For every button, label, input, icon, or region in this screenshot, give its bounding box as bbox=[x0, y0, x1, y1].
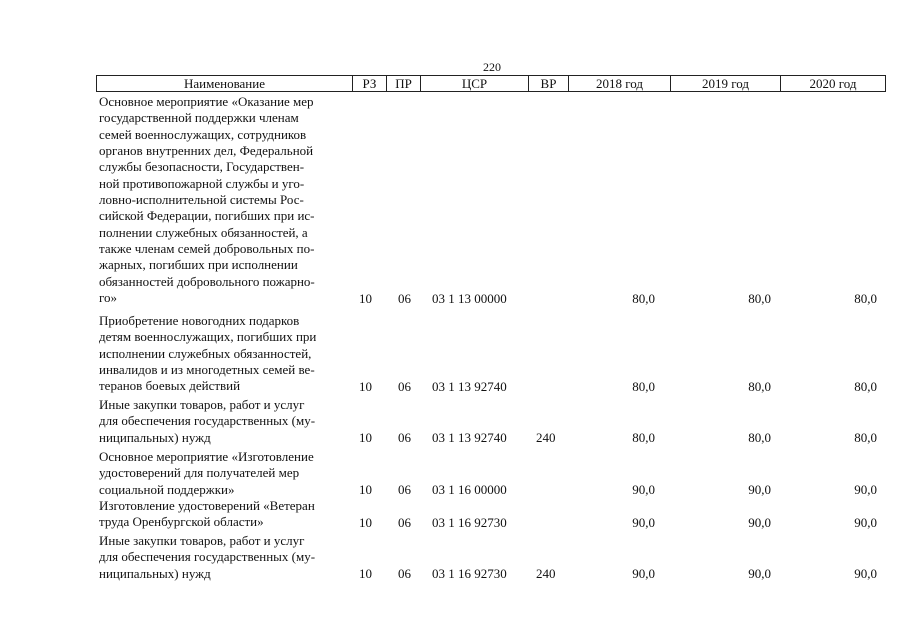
table-row bbox=[96, 397, 886, 446]
row-rz: 10 bbox=[359, 290, 372, 306]
row-2020: 90,0 bbox=[854, 514, 877, 530]
table-header bbox=[96, 75, 886, 92]
row-2020: 90,0 bbox=[854, 481, 877, 497]
header-csr: ЦСР bbox=[421, 76, 529, 91]
row-2018: 90,0 bbox=[632, 514, 655, 530]
row-rz: 10 bbox=[359, 565, 372, 581]
row-name: Иные закупки товаров, работ и услуг для обеспечения государственных (му- ниципальных) нужд bbox=[99, 533, 316, 581]
row-name: Изготовление удостоверений «Ветеран труда Оренбургской области» bbox=[99, 498, 315, 530]
row-vr: 240 bbox=[536, 429, 556, 445]
header-rz: РЗ bbox=[353, 76, 387, 91]
row-pr: 06 bbox=[398, 481, 411, 497]
row-csr: 03 1 13 92740 bbox=[432, 429, 507, 445]
row-2019: 90,0 bbox=[748, 514, 771, 530]
row-2020: 80,0 bbox=[854, 378, 877, 394]
row-2020: 80,0 bbox=[854, 429, 877, 445]
row-csr: 03 1 13 00000 bbox=[432, 290, 507, 306]
row-name: Основное мероприятие «Оказание мер государственной поддержки членам семей военнослужащих, сотрудников органов внутренних дел, Федеральной службы безопасности, Государствен- ной противопожарной службы и уго- ловно-исполнительной системы Рос- сийской Федерации, погибших при ис- полнении служебных обязанностей, а также членам семей добровольных по- жарных, погибших при исполнении обязанностей добровольного пожарно- го» bbox=[99, 94, 315, 306]
row-2019: 80,0 bbox=[748, 378, 771, 394]
row-name: Приобретение новогодних подарков детям военнослужащих, погибших при исполнении служебных обязанностей, инвалидов и из многодетных семей ве- теранов боевых действий bbox=[99, 313, 317, 394]
header-pr: ПР bbox=[387, 76, 421, 91]
row-2019: 80,0 bbox=[748, 429, 771, 445]
row-rz: 10 bbox=[359, 481, 372, 497]
table-row bbox=[96, 313, 886, 395]
header-2020: 2020 год bbox=[809, 76, 857, 91]
row-2018: 90,0 bbox=[632, 481, 655, 497]
row-2019: 80,0 bbox=[748, 290, 771, 306]
row-name: Основное мероприятие «Изготовление удостоверений для получателей мер социальной поддержки» bbox=[99, 449, 314, 497]
row-pr: 06 bbox=[398, 290, 411, 306]
row-name: Иные закупки товаров, работ и услуг для обеспечения государственных (му- ниципальных) нужд bbox=[99, 397, 316, 445]
page-number: 220 bbox=[483, 60, 501, 74]
row-2018: 80,0 bbox=[632, 378, 655, 394]
row-2020: 80,0 bbox=[854, 290, 877, 306]
row-csr: 03 1 16 92730 bbox=[432, 565, 507, 581]
row-csr: 03 1 13 92740 bbox=[432, 378, 507, 394]
header-name: Наименование bbox=[97, 76, 353, 91]
table-row bbox=[96, 533, 886, 582]
row-pr: 06 bbox=[398, 565, 411, 581]
row-2018: 90,0 bbox=[632, 565, 655, 581]
row-2020: 90,0 bbox=[854, 565, 877, 581]
header-vr: ВР bbox=[529, 76, 569, 91]
row-csr: 03 1 16 00000 bbox=[432, 481, 507, 497]
header-2019: 2019 год bbox=[671, 76, 781, 91]
row-2018: 80,0 bbox=[632, 290, 655, 306]
row-rz: 10 bbox=[359, 378, 372, 394]
table-row bbox=[96, 449, 886, 498]
row-pr: 06 bbox=[398, 378, 411, 394]
header-2018: 2018 год bbox=[569, 76, 671, 91]
row-pr: 06 bbox=[398, 514, 411, 530]
row-pr: 06 bbox=[398, 429, 411, 445]
table-row bbox=[96, 94, 886, 307]
row-2018: 80,0 bbox=[632, 429, 655, 445]
row-rz: 10 bbox=[359, 514, 372, 530]
row-csr: 03 1 16 92730 bbox=[432, 514, 507, 530]
row-2019: 90,0 bbox=[748, 481, 771, 497]
row-vr: 240 bbox=[536, 565, 556, 581]
table-row bbox=[96, 498, 886, 531]
row-2019: 90,0 bbox=[748, 565, 771, 581]
row-rz: 10 bbox=[359, 429, 372, 445]
